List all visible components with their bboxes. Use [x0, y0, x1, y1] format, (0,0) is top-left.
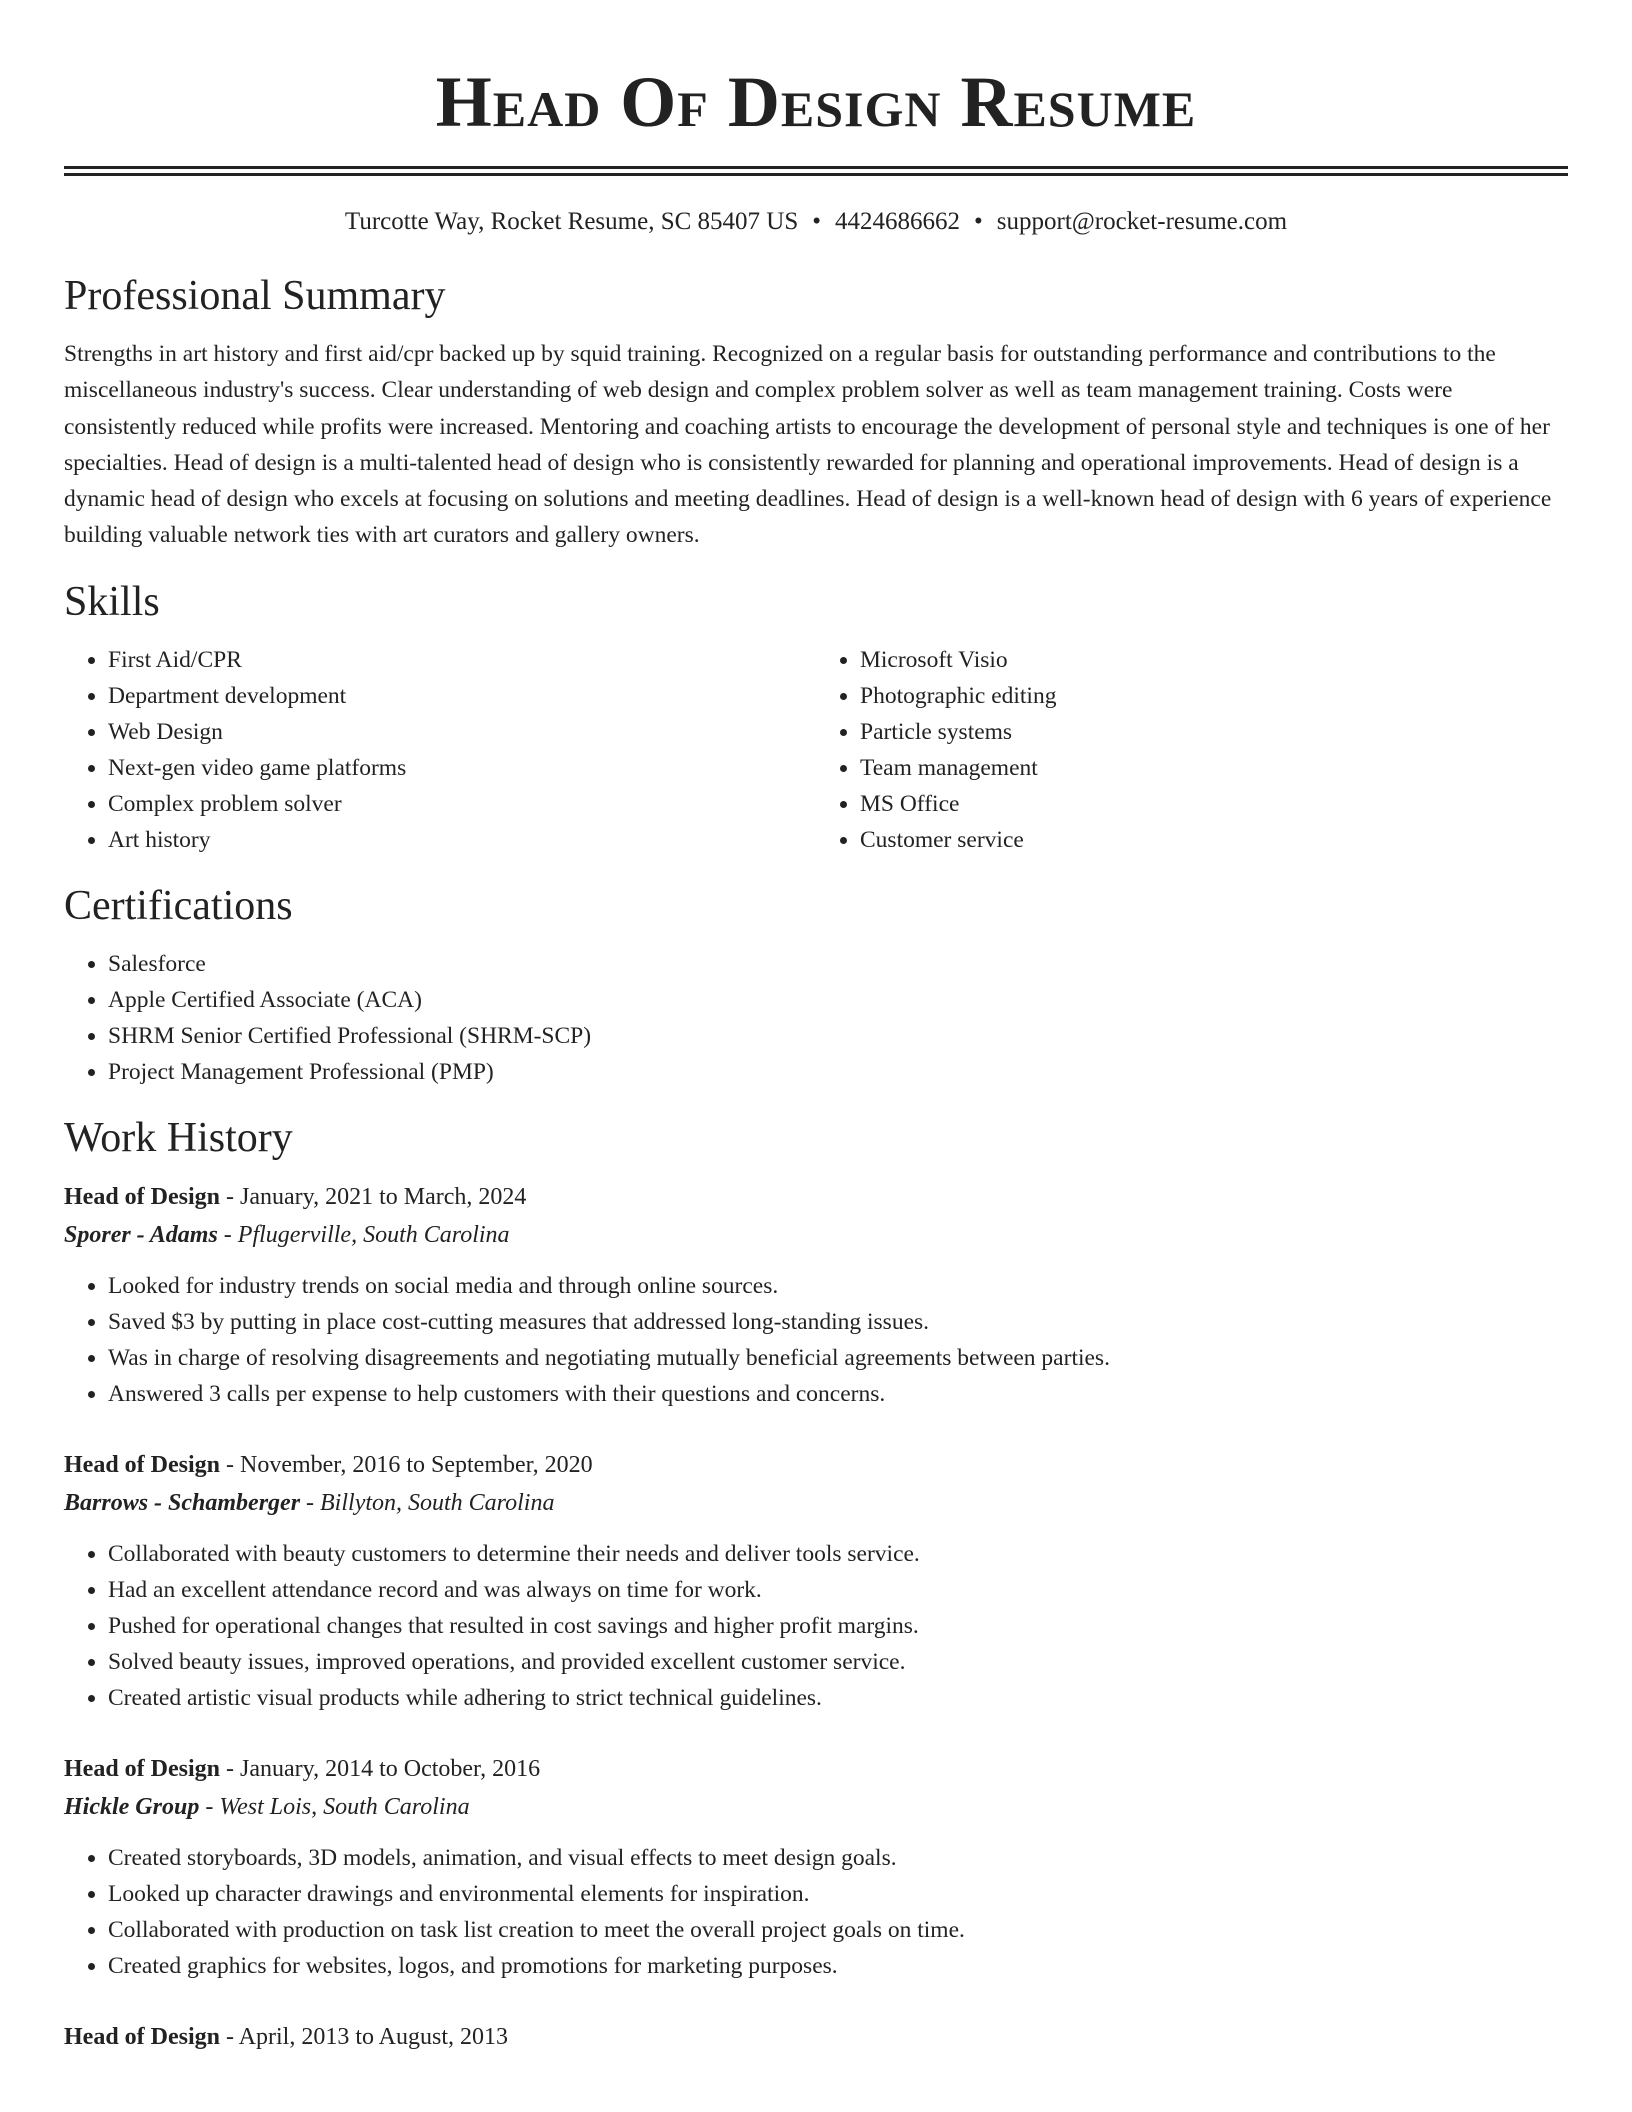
job-entry: [64, 1750, 1568, 1984]
skills-list-left: [64, 642, 816, 858]
job-bullet: • Created storyboards, 3D models, animation, and visual effects to meet design goals.: [108, 1840, 1568, 1876]
job-bullet: • Collaborated with beauty customers to determine their needs and deliver tools service.: [108, 1536, 1568, 1572]
job-company: Sporer - Adams: [64, 1221, 218, 1248]
certifications-list: [64, 946, 1568, 1090]
resume-title: Head Of Design Resume: [435, 62, 1197, 142]
job-location: - Billyton, South Carolina: [300, 1489, 555, 1516]
certification-item: • Salesforce: [108, 946, 1568, 982]
job-company: Barrows - Schamberger: [64, 1489, 301, 1516]
job-company-line: [64, 1788, 1568, 1826]
work-history-heading: Work History: [64, 1114, 293, 1161]
job-bullets: [64, 1536, 1568, 1716]
skill-item: • Photographic editing: [860, 678, 1568, 714]
title-divider: [64, 166, 1568, 176]
job-dates: - January, 2014 to October, 2016: [220, 1755, 541, 1782]
skill-item: • Complex problem solver: [108, 786, 816, 822]
job-dates: - January, 2021 to March, 2024: [220, 1183, 527, 1210]
job-title: Head of Design: [64, 2023, 220, 2050]
job-title: Head of Design: [64, 1755, 220, 1782]
job-title: Head of Design: [64, 1183, 220, 1210]
job-title-line: [64, 1750, 1568, 1788]
skill-item: • Web Design: [108, 714, 816, 750]
job-bullet: • Looked up character drawings and environmental elements for inspiration.: [108, 1876, 1568, 1912]
job-company-line: [64, 1484, 1568, 1522]
skill-item: • Microsoft Visio: [860, 642, 1568, 678]
job-bullet: • Collaborated with production on task list creation to meet the overall project goals on time.: [108, 1912, 1568, 1948]
job-entry: [64, 2018, 1568, 2056]
job-title-line: [64, 1178, 1568, 1216]
summary-text: Strengths in art history and first aid/cpr backed up by squid training. Recognized on a regular basis for outstanding performance and contributions to the miscellaneous industry's success. Clear understanding of web design and complex problem solver as well as team management training. Costs were consistently reduced while profits were increased. Mentoring and coaching artists to encourage the development of personal style and techniques is one of her specialties. Head of design is a multi-talented head of design who is consistently rewarded for planning and operational improvements. Head of design is a dynamic head of design who excels at focusing on solutions and meeting deadlines. Head of design is a well-known head of design with 6 years of experience building valuable network ties with art curators and gallery owners.: [64, 341, 1552, 549]
job-bullet: • Created graphics for websites, logos, and promotions for marketing purposes.: [108, 1948, 1568, 1984]
skill-item: • Customer service: [860, 822, 1568, 858]
job-dates: - April, 2013 to August, 2013: [220, 2023, 509, 2050]
job-bullet: • Answered 3 calls per expense to help customers with their questions and concerns.: [108, 1376, 1568, 1412]
job-dates: - November, 2016 to September, 2020: [220, 1451, 593, 1478]
certification-item: • Project Management Professional (PMP): [108, 1054, 1568, 1090]
job-bullet: • Solved beauty issues, improved operations, and provided excellent customer service.: [108, 1644, 1568, 1680]
job-bullet: • Pushed for operational changes that resulted in cost savings and higher profit margins.: [108, 1608, 1568, 1644]
job-bullets: [64, 1268, 1568, 1412]
skill-item: • Art history: [108, 822, 816, 858]
skill-item: • MS Office: [860, 786, 1568, 822]
job-bullet: • Was in charge of resolving disagreements and negotiating mutually beneficial agreements between parties.: [108, 1340, 1568, 1376]
skill-item: • Team management: [860, 750, 1568, 786]
job-company: Hickle Group: [64, 1793, 200, 1820]
job-bullets: [64, 1840, 1568, 1984]
contact-separator: •: [974, 208, 983, 235]
certifications-heading: Certifications: [64, 882, 293, 929]
job-bullet: • Had an excellent attendance record and was always on time for work.: [108, 1572, 1568, 1608]
job-bullet: • Looked for industry trends on social media and through online sources.: [108, 1268, 1568, 1304]
job-entry: [64, 1178, 1568, 1412]
contact-phone: 4424686662: [835, 208, 960, 235]
skill-item: • Department development: [108, 678, 816, 714]
contact-address: Turcotte Way, Rocket Resume, SC 85407 US: [344, 208, 799, 235]
certification-item: • SHRM Senior Certified Professional (SHRM-SCP): [108, 1018, 1568, 1054]
skill-item: • First Aid/CPR: [108, 642, 816, 678]
contact-line: [64, 206, 1568, 238]
job-entry: [64, 1446, 1568, 1716]
certification-item: • Apple Certified Associate (ACA): [108, 982, 1568, 1018]
job-title-line: [64, 2018, 1568, 2056]
job-bullet: • Created artistic visual products while adhering to strict technical guidelines.: [108, 1680, 1568, 1716]
skill-item: • Particle systems: [860, 714, 1568, 750]
job-company-line: [64, 1216, 1568, 1254]
skills-heading: Skills: [64, 578, 160, 625]
skills-columns: [64, 642, 1568, 858]
skills-list-right: [816, 642, 1568, 858]
job-location: - Pflugerville, South Carolina: [217, 1221, 510, 1248]
job-bullet: • Saved $3 by putting in place cost-cutting measures that addressed long-standing issues.: [108, 1304, 1568, 1340]
contact-separator: •: [812, 208, 821, 235]
summary-heading: Professional Summary: [64, 273, 446, 319]
job-title: Head of Design: [64, 1451, 220, 1478]
contact-email: support@rocket-resume.com: [996, 208, 1288, 235]
skill-item: • Next-gen video game platforms: [108, 750, 816, 786]
job-location: - West Lois, South Carolina: [199, 1793, 470, 1820]
job-title-line: [64, 1446, 1568, 1484]
